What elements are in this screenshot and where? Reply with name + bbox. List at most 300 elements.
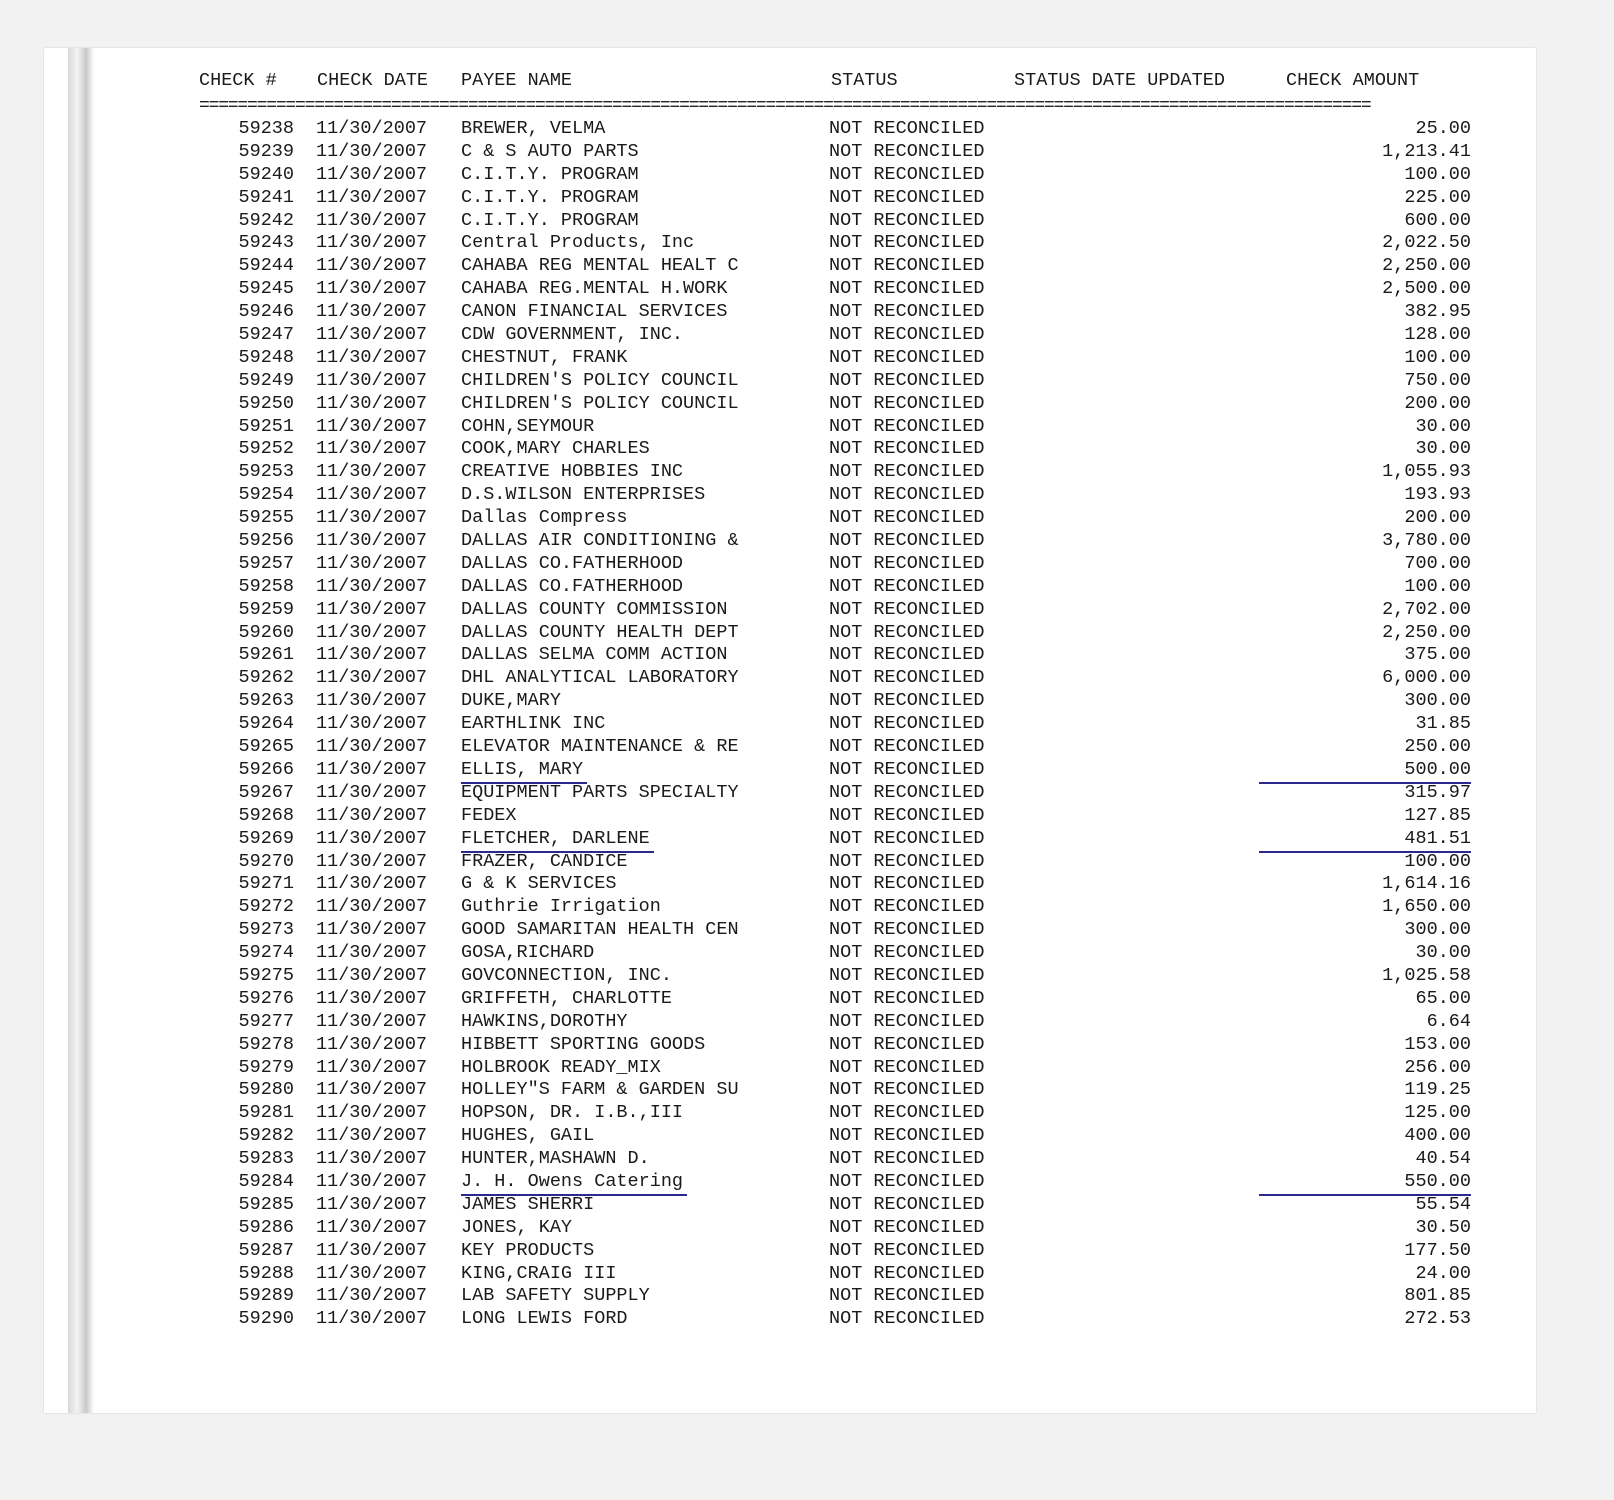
check-date: 11/30/2007 bbox=[316, 301, 428, 323]
payee-name: GOSA,RICHARD bbox=[461, 942, 595, 964]
check-date: 11/30/2007 bbox=[316, 163, 428, 185]
check-date: 11/30/2007 bbox=[316, 461, 428, 483]
check-date: 11/30/2007 bbox=[316, 850, 428, 872]
check-date: 11/30/2007 bbox=[316, 1102, 428, 1124]
check-status: NOT RECONCILED bbox=[829, 415, 985, 437]
check-amount: 100.00 bbox=[1404, 163, 1471, 185]
payee-name: COOK,MARY CHARLES bbox=[461, 438, 650, 460]
table-row bbox=[199, 1171, 1529, 1194]
check-status: NOT RECONCILED bbox=[829, 1216, 985, 1238]
check-number: 59286 bbox=[238, 1216, 294, 1238]
check-date: 11/30/2007 bbox=[316, 324, 428, 346]
check-status: NOT RECONCILED bbox=[829, 690, 985, 712]
check-number: 59290 bbox=[238, 1308, 294, 1330]
check-date: 11/30/2007 bbox=[316, 438, 428, 460]
check-amount: 1,614.16 bbox=[1382, 873, 1471, 895]
check-status: NOT RECONCILED bbox=[829, 804, 985, 826]
check-amount: 127.85 bbox=[1404, 804, 1471, 826]
check-status: NOT RECONCILED bbox=[829, 964, 985, 986]
check-number: 59247 bbox=[238, 324, 294, 346]
table-row bbox=[199, 393, 1529, 416]
check-number: 59252 bbox=[238, 438, 294, 460]
check-number: 59246 bbox=[238, 301, 294, 323]
scan-binding-edge bbox=[68, 48, 94, 1413]
table-row bbox=[199, 1285, 1529, 1308]
check-status: NOT RECONCILED bbox=[829, 346, 985, 368]
payee-name: HUNTER,MASHAWN D. bbox=[461, 1148, 650, 1170]
check-date: 11/30/2007 bbox=[316, 346, 428, 368]
check-amount: 100.00 bbox=[1404, 575, 1471, 597]
check-status: NOT RECONCILED bbox=[829, 140, 985, 162]
table-row bbox=[199, 599, 1529, 622]
check-number: 59265 bbox=[238, 736, 294, 758]
check-date: 11/30/2007 bbox=[316, 758, 428, 780]
payee-name: G & K SERVICES bbox=[461, 873, 617, 895]
check-status: NOT RECONCILED bbox=[829, 736, 985, 758]
payee-name: DALLAS CO.FATHERHOOD bbox=[461, 552, 684, 574]
payee-name: HOPSON, DR. I.B.,III bbox=[461, 1102, 684, 1124]
check-date: 11/30/2007 bbox=[316, 1079, 428, 1101]
check-date: 11/30/2007 bbox=[316, 1033, 428, 1055]
payee-name: CANON FINANCIAL SERVICES bbox=[461, 301, 728, 323]
table-row bbox=[199, 713, 1529, 736]
table-row bbox=[199, 805, 1529, 828]
check-amount: 30.00 bbox=[1415, 942, 1471, 964]
check-status: NOT RECONCILED bbox=[829, 667, 985, 689]
check-amount: 100.00 bbox=[1404, 850, 1471, 872]
check-number: 59271 bbox=[238, 873, 294, 895]
check-status: NOT RECONCILED bbox=[829, 369, 985, 391]
payee-name: BREWER, VELMA bbox=[461, 118, 606, 139]
check-amount: 481.51 bbox=[1259, 828, 1471, 853]
payee-name: KEY PRODUCTS bbox=[461, 1239, 595, 1261]
check-status: NOT RECONCILED bbox=[829, 392, 985, 414]
check-status: NOT RECONCILED bbox=[829, 1170, 985, 1192]
check-date: 11/30/2007 bbox=[316, 1056, 428, 1078]
check-number: 59262 bbox=[238, 667, 294, 689]
check-number: 59248 bbox=[238, 346, 294, 368]
payee-name: CHILDREN'S POLICY COUNCIL bbox=[461, 369, 739, 391]
check-date: 11/30/2007 bbox=[316, 507, 428, 529]
check-status: NOT RECONCILED bbox=[829, 919, 985, 941]
payee-name: EARTHLINK INC bbox=[461, 713, 606, 735]
check-status: NOT RECONCILED bbox=[829, 1239, 985, 1261]
check-number: 59283 bbox=[238, 1148, 294, 1170]
check-amount: 30.00 bbox=[1415, 438, 1471, 460]
check-date: 11/30/2007 bbox=[316, 118, 428, 139]
check-status: NOT RECONCILED bbox=[829, 1285, 985, 1307]
check-date: 11/30/2007 bbox=[316, 736, 428, 758]
check-number: 59280 bbox=[238, 1079, 294, 1101]
check-amount: 750.00 bbox=[1404, 369, 1471, 391]
table-row bbox=[199, 576, 1529, 599]
check-status: NOT RECONCILED bbox=[829, 186, 985, 208]
payee-name: C & S AUTO PARTS bbox=[461, 140, 639, 162]
table-row bbox=[199, 1125, 1529, 1148]
table-row bbox=[199, 232, 1529, 255]
check-number: 59269 bbox=[238, 827, 294, 849]
check-amount: 600.00 bbox=[1404, 209, 1471, 231]
check-amount: 272.53 bbox=[1404, 1308, 1471, 1330]
check-number: 59279 bbox=[238, 1056, 294, 1078]
check-date: 11/30/2007 bbox=[316, 896, 428, 918]
payee-name: CDW GOVERNMENT, INC. bbox=[461, 324, 684, 346]
check-number: 59277 bbox=[238, 1010, 294, 1032]
check-amount: 40.54 bbox=[1415, 1148, 1471, 1170]
check-date: 11/30/2007 bbox=[316, 575, 428, 597]
check-amount: 31.85 bbox=[1415, 713, 1471, 735]
check-amount: 700.00 bbox=[1404, 552, 1471, 574]
table-row bbox=[199, 1217, 1529, 1240]
check-status: NOT RECONCILED bbox=[829, 850, 985, 872]
payee-name: GOVCONNECTION, INC. bbox=[461, 964, 672, 986]
table-row bbox=[199, 1194, 1529, 1217]
check-amount: 500.00 bbox=[1259, 759, 1471, 784]
payee-name: DHL ANALYTICAL LABORATORY bbox=[461, 667, 739, 689]
table-row bbox=[199, 1308, 1529, 1331]
check-date: 11/30/2007 bbox=[316, 873, 428, 895]
check-date: 11/30/2007 bbox=[316, 392, 428, 414]
table-row bbox=[199, 1102, 1529, 1125]
payee-name: COHN,SEYMOUR bbox=[461, 415, 595, 437]
table-header bbox=[199, 70, 1489, 96]
check-number: 59245 bbox=[238, 278, 294, 300]
check-status: NOT RECONCILED bbox=[829, 255, 985, 277]
check-date: 11/30/2007 bbox=[316, 415, 428, 437]
check-status: NOT RECONCILED bbox=[829, 118, 985, 139]
check-status: NOT RECONCILED bbox=[829, 530, 985, 552]
check-number: 59272 bbox=[238, 896, 294, 918]
payee-name: HUGHES, GAIL bbox=[461, 1125, 595, 1147]
header-check-amount: CHECK AMOUNT bbox=[1286, 70, 1420, 91]
check-date: 11/30/2007 bbox=[316, 987, 428, 1009]
check-date: 11/30/2007 bbox=[316, 209, 428, 231]
check-status: NOT RECONCILED bbox=[829, 713, 985, 735]
table-row bbox=[199, 324, 1529, 347]
check-date: 11/30/2007 bbox=[316, 369, 428, 391]
check-status: NOT RECONCILED bbox=[829, 1125, 985, 1147]
check-amount: 382.95 bbox=[1404, 301, 1471, 323]
check-amount: 225.00 bbox=[1404, 186, 1471, 208]
check-amount: 2,500.00 bbox=[1382, 278, 1471, 300]
check-date: 11/30/2007 bbox=[316, 232, 428, 254]
table-row bbox=[199, 278, 1529, 301]
payee-name: CAHABA REG.MENTAL H.WORK bbox=[461, 278, 728, 300]
check-status: NOT RECONCILED bbox=[829, 1010, 985, 1032]
check-status: NOT RECONCILED bbox=[829, 1148, 985, 1170]
check-number: 59266 bbox=[238, 758, 294, 780]
check-date: 11/30/2007 bbox=[316, 667, 428, 689]
payee-name: DALLAS COUNTY COMMISSION bbox=[461, 598, 728, 620]
table-row bbox=[199, 919, 1529, 942]
check-status: NOT RECONCILED bbox=[829, 644, 985, 666]
check-number: 59250 bbox=[238, 392, 294, 414]
check-date: 11/30/2007 bbox=[316, 621, 428, 643]
check-status: NOT RECONCILED bbox=[829, 1056, 985, 1078]
check-amount: 100.00 bbox=[1404, 346, 1471, 368]
check-amount: 200.00 bbox=[1404, 507, 1471, 529]
check-number: 59243 bbox=[238, 232, 294, 254]
payee-name: FLETCHER, DARLENE bbox=[461, 828, 654, 853]
payee-name: DUKE,MARY bbox=[461, 690, 561, 712]
check-number: 59281 bbox=[238, 1102, 294, 1124]
check-date: 11/30/2007 bbox=[316, 690, 428, 712]
table-row bbox=[199, 553, 1529, 576]
check-amount: 193.93 bbox=[1404, 484, 1471, 506]
table-row bbox=[199, 347, 1529, 370]
header-status-date-updated: STATUS DATE UPDATED bbox=[1014, 70, 1225, 91]
check-amount: 2,250.00 bbox=[1382, 621, 1471, 643]
check-date: 11/30/2007 bbox=[316, 1239, 428, 1261]
payee-name: LONG LEWIS FORD bbox=[461, 1308, 628, 1330]
check-status: NOT RECONCILED bbox=[829, 324, 985, 346]
payee-name: ELEVATOR MAINTENANCE & RE bbox=[461, 736, 739, 758]
check-number: 59238 bbox=[238, 118, 294, 139]
check-amount: 1,025.58 bbox=[1382, 964, 1471, 986]
check-number: 59285 bbox=[238, 1193, 294, 1215]
check-number: 59289 bbox=[238, 1285, 294, 1307]
payee-name: Guthrie Irrigation bbox=[461, 896, 661, 918]
check-status: NOT RECONCILED bbox=[829, 575, 985, 597]
check-amount: 177.50 bbox=[1404, 1239, 1471, 1261]
payee-name: C.I.T.Y. PROGRAM bbox=[461, 163, 639, 185]
table-row bbox=[199, 896, 1529, 919]
check-amount: 256.00 bbox=[1404, 1056, 1471, 1078]
table-row bbox=[199, 759, 1529, 782]
payee-name: KING,CRAIG III bbox=[461, 1262, 617, 1284]
table-row bbox=[199, 438, 1529, 461]
check-date: 11/30/2007 bbox=[316, 919, 428, 941]
check-status: NOT RECONCILED bbox=[829, 873, 985, 895]
table-row bbox=[199, 942, 1529, 965]
check-number: 59276 bbox=[238, 987, 294, 1009]
check-number: 59274 bbox=[238, 942, 294, 964]
check-date: 11/30/2007 bbox=[316, 644, 428, 666]
table-row bbox=[199, 1263, 1529, 1286]
table-row bbox=[199, 782, 1529, 805]
check-date: 11/30/2007 bbox=[316, 827, 428, 849]
check-date: 11/30/2007 bbox=[316, 1308, 428, 1330]
check-number: 59284 bbox=[238, 1170, 294, 1192]
header-payee-name: PAYEE NAME bbox=[461, 70, 573, 91]
check-number: 59259 bbox=[238, 598, 294, 620]
check-status: NOT RECONCILED bbox=[829, 621, 985, 643]
check-amount: 65.00 bbox=[1415, 987, 1471, 1009]
check-rows bbox=[199, 118, 1529, 1331]
table-row bbox=[199, 255, 1529, 278]
table-row bbox=[199, 507, 1529, 530]
payee-name: CAHABA REG MENTAL HEALT C bbox=[461, 255, 739, 277]
check-number: 59275 bbox=[238, 964, 294, 986]
check-amount: 1,055.93 bbox=[1382, 461, 1471, 483]
table-row bbox=[199, 530, 1529, 553]
table-row bbox=[199, 416, 1529, 439]
payee-name: CHESTNUT, FRANK bbox=[461, 346, 628, 368]
check-number: 59254 bbox=[238, 484, 294, 506]
check-amount: 24.00 bbox=[1415, 1262, 1471, 1284]
payee-name: HAWKINS,DOROTHY bbox=[461, 1010, 628, 1032]
table-row bbox=[199, 828, 1529, 851]
check-status: NOT RECONCILED bbox=[829, 781, 985, 803]
payee-name: Dallas Compress bbox=[461, 507, 628, 529]
check-amount: 6.64 bbox=[1426, 1010, 1471, 1032]
check-number: 59257 bbox=[238, 552, 294, 574]
check-number: 59278 bbox=[238, 1033, 294, 1055]
check-date: 11/30/2007 bbox=[316, 186, 428, 208]
table-row bbox=[199, 1034, 1529, 1057]
check-status: NOT RECONCILED bbox=[829, 232, 985, 254]
payee-name: CHILDREN'S POLICY COUNCIL bbox=[461, 392, 739, 414]
table-row bbox=[199, 1057, 1529, 1080]
check-status: NOT RECONCILED bbox=[829, 1262, 985, 1284]
check-date: 11/30/2007 bbox=[316, 713, 428, 735]
payee-name: ELLIS, MARY bbox=[461, 759, 587, 784]
check-status: NOT RECONCILED bbox=[829, 1033, 985, 1055]
check-status: NOT RECONCILED bbox=[829, 987, 985, 1009]
check-date: 11/30/2007 bbox=[316, 598, 428, 620]
table-row bbox=[199, 736, 1529, 759]
check-number: 59261 bbox=[238, 644, 294, 666]
table-row bbox=[199, 644, 1529, 667]
check-amount: 30.50 bbox=[1415, 1216, 1471, 1238]
check-status: NOT RECONCILED bbox=[829, 552, 985, 574]
payee-name: C.I.T.Y. PROGRAM bbox=[461, 186, 639, 208]
check-number: 59288 bbox=[238, 1262, 294, 1284]
check-amount: 2,022.50 bbox=[1382, 232, 1471, 254]
check-status: NOT RECONCILED bbox=[829, 163, 985, 185]
table-row bbox=[199, 118, 1529, 141]
check-date: 11/30/2007 bbox=[316, 1262, 428, 1284]
table-row bbox=[199, 667, 1529, 690]
check-status: NOT RECONCILED bbox=[829, 942, 985, 964]
check-amount: 3,780.00 bbox=[1382, 530, 1471, 552]
payee-name: Central Products, Inc bbox=[461, 232, 695, 254]
check-number: 59251 bbox=[238, 415, 294, 437]
table-row bbox=[199, 461, 1529, 484]
check-amount: 1,213.41 bbox=[1382, 140, 1471, 162]
check-status: NOT RECONCILED bbox=[829, 827, 985, 849]
table-row bbox=[199, 301, 1529, 324]
check-date: 11/30/2007 bbox=[316, 1216, 428, 1238]
check-number: 59260 bbox=[238, 621, 294, 643]
header-check-date: CHECK DATE bbox=[317, 70, 429, 91]
check-amount: 375.00 bbox=[1404, 644, 1471, 666]
payee-name: HOLLEY"S FARM & GARDEN SU bbox=[461, 1079, 739, 1101]
check-amount: 200.00 bbox=[1404, 392, 1471, 414]
check-date: 11/30/2007 bbox=[316, 964, 428, 986]
payee-name: FEDEX bbox=[461, 804, 517, 826]
check-number: 59240 bbox=[238, 163, 294, 185]
table-row bbox=[199, 187, 1529, 210]
payee-name: HOLBROOK READY_MIX bbox=[461, 1056, 661, 1078]
check-amount: 25.00 bbox=[1415, 118, 1471, 139]
payee-name: HIBBETT SPORTING GOODS bbox=[461, 1033, 706, 1055]
check-status: NOT RECONCILED bbox=[829, 438, 985, 460]
check-amount: 30.00 bbox=[1415, 415, 1471, 437]
payee-name: FRAZER, CANDICE bbox=[461, 850, 628, 872]
check-date: 11/30/2007 bbox=[316, 1285, 428, 1307]
check-date: 11/30/2007 bbox=[316, 1170, 428, 1192]
check-date: 11/30/2007 bbox=[316, 1125, 428, 1147]
check-date: 11/30/2007 bbox=[316, 278, 428, 300]
check-amount: 801.85 bbox=[1404, 1285, 1471, 1307]
check-amount: 125.00 bbox=[1404, 1102, 1471, 1124]
check-date: 11/30/2007 bbox=[316, 255, 428, 277]
check-number: 59249 bbox=[238, 369, 294, 391]
check-date: 11/30/2007 bbox=[316, 140, 428, 162]
header-status: STATUS bbox=[831, 70, 898, 91]
check-amount: 55.54 bbox=[1415, 1193, 1471, 1215]
check-amount: 550.00 bbox=[1259, 1171, 1471, 1196]
check-status: NOT RECONCILED bbox=[829, 209, 985, 231]
check-date: 11/30/2007 bbox=[316, 781, 428, 803]
table-row bbox=[199, 164, 1529, 187]
check-number: 59255 bbox=[238, 507, 294, 529]
check-amount: 119.25 bbox=[1404, 1079, 1471, 1101]
check-number: 59256 bbox=[238, 530, 294, 552]
payee-name: D.S.WILSON ENTERPRISES bbox=[461, 484, 706, 506]
table-row bbox=[199, 965, 1529, 988]
check-number: 59239 bbox=[238, 140, 294, 162]
check-date: 11/30/2007 bbox=[316, 484, 428, 506]
payee-name: DALLAS CO.FATHERHOOD bbox=[461, 575, 684, 597]
check-amount: 128.00 bbox=[1404, 324, 1471, 346]
table-row bbox=[199, 484, 1529, 507]
table-row bbox=[199, 622, 1529, 645]
check-number: 59268 bbox=[238, 804, 294, 826]
payee-name: JAMES SHERRI bbox=[461, 1193, 595, 1215]
check-number: 59241 bbox=[238, 186, 294, 208]
check-date: 11/30/2007 bbox=[316, 804, 428, 826]
check-status: NOT RECONCILED bbox=[829, 484, 985, 506]
payee-name: DALLAS COUNTY HEALTH DEPT bbox=[461, 621, 739, 643]
check-number: 59242 bbox=[238, 209, 294, 231]
check-status: NOT RECONCILED bbox=[829, 896, 985, 918]
payee-name: GRIFFETH, CHARLOTTE bbox=[461, 987, 672, 1009]
check-date: 11/30/2007 bbox=[316, 1193, 428, 1215]
check-number: 59253 bbox=[238, 461, 294, 483]
table-row bbox=[199, 1011, 1529, 1034]
check-status: NOT RECONCILED bbox=[829, 758, 985, 780]
check-register-sheet bbox=[44, 48, 1536, 1413]
check-status: NOT RECONCILED bbox=[829, 278, 985, 300]
payee-name: C.I.T.Y. PROGRAM bbox=[461, 209, 639, 231]
check-number: 59282 bbox=[238, 1125, 294, 1147]
check-date: 11/30/2007 bbox=[316, 1148, 428, 1170]
payee-name: GOOD SAMARITAN HEALTH CEN bbox=[461, 919, 739, 941]
check-status: NOT RECONCILED bbox=[829, 598, 985, 620]
table-row bbox=[199, 690, 1529, 713]
check-status: NOT RECONCILED bbox=[829, 301, 985, 323]
check-amount: 250.00 bbox=[1404, 736, 1471, 758]
header-divider-rule: ========================================================================================================================== bbox=[199, 100, 1371, 112]
check-number: 59273 bbox=[238, 919, 294, 941]
check-amount: 300.00 bbox=[1404, 919, 1471, 941]
header-check-number: CHECK # bbox=[199, 70, 277, 91]
check-number: 59267 bbox=[238, 781, 294, 803]
table-row bbox=[199, 1079, 1529, 1102]
check-amount: 2,250.00 bbox=[1382, 255, 1471, 277]
table-row bbox=[199, 851, 1529, 874]
table-row bbox=[199, 1148, 1529, 1171]
check-status: NOT RECONCILED bbox=[829, 1102, 985, 1124]
check-amount: 6,000.00 bbox=[1382, 667, 1471, 689]
check-status: NOT RECONCILED bbox=[829, 1193, 985, 1215]
check-amount: 1,650.00 bbox=[1382, 896, 1471, 918]
check-number: 59270 bbox=[238, 850, 294, 872]
payee-name: LAB SAFETY SUPPLY bbox=[461, 1285, 650, 1307]
payee-name: JONES, KAY bbox=[461, 1216, 573, 1238]
